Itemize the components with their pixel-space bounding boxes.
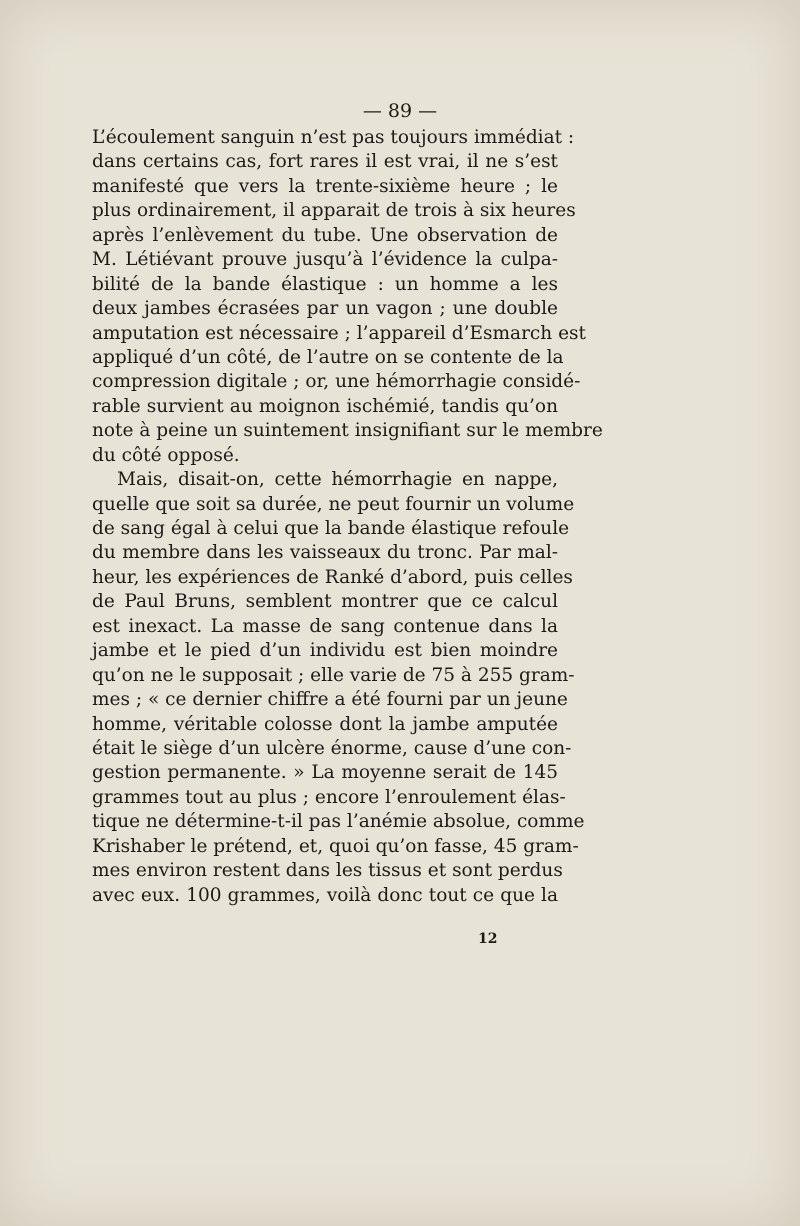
text-line: était le siège d’un ulcère énorme, cause d’une con- [92,737,572,759]
text-line: quelle que soit sa durée, ne peut fournir un volume [92,493,575,515]
text-line: homme, véritable colosse dont la jambe amputée [92,713,558,735]
text-line: rable survient au moignon ischémié, tandis qu’on [92,395,558,417]
text-line: bilité de la bande élastique : un homme a les [92,273,558,295]
text-line: gestion permanente. » La moyenne serait de 145 [92,762,558,784]
text-line: M. Létiévant prouve jusqu’à l’évidence la culpa- [92,249,558,271]
text-line: après l’enlèvement du tube. Une observation de [92,224,558,246]
text-line: grammes tout au plus ; encore l’enroulement élas- [92,786,566,808]
text-line: L’écoulement sanguin n’est pas toujours immédiat : [92,127,575,148]
text-line: Krishaber le prétend, et, quoi qu’on fasse, 45 gram- [92,835,579,857]
paragraph-first-line: Mais, disait-on, cette hémorrhagie en nappe, [117,469,558,491]
page-number: — 89 — [362,100,438,122]
text-line: tique ne détermine-t-il pas l’anémie absolue, comme [92,811,585,833]
text-line: est inexact. La masse de sang contenue dans la [92,615,558,637]
text-line: qu’on ne le supposait ; elle varie de 75 à 255 gram- [92,664,575,686]
signature-mark: 12 [478,931,498,947]
text-line: mes ; « ce dernier chiffre a été fourni par un jeune [92,689,568,711]
text-line: deux jambes écrasées par un vagon ; une double [92,298,558,320]
text-line: compression digitale ; or, une hémorrhagie considé- [92,371,581,393]
text-line: amputation est nécessaire ; l’appareil d’Esmarch est [92,322,586,344]
text-line: heur, les expériences de Ranké d’abord, puis celles [92,566,573,588]
text-line: de sang égal à celui que la bande élastique refoule [92,518,570,539]
text-line: avec eux. 100 grammes, voilà donc tout ce que la [92,884,558,906]
paragraph-last-line: du côté opposé. [92,444,240,466]
text-line: appliqué d’un côté, de l’autre on se contente de la [92,346,564,368]
text-line: plus ordinairement, il apparait de trois à six heures [92,200,576,222]
body-text [92,126,603,908]
text-line: mes environ restent dans les tissus et sont perdus [92,860,563,882]
text-line: de Paul Bruns, semblent montrer que ce calcul [92,591,558,613]
text-line: dans certains cas, fort rares il est vrai, il ne s’est [92,151,558,173]
text-line: manifesté que vers la trente-sixième heure ; le [92,175,558,197]
text-line: note à peine un suintement insignifiant sur le membre [92,420,603,442]
text-line: du membre dans les vaisseaux du tronc. Par mal- [92,542,558,564]
text-line: jambe et le pied d’un individu est bien moindre [92,640,558,662]
